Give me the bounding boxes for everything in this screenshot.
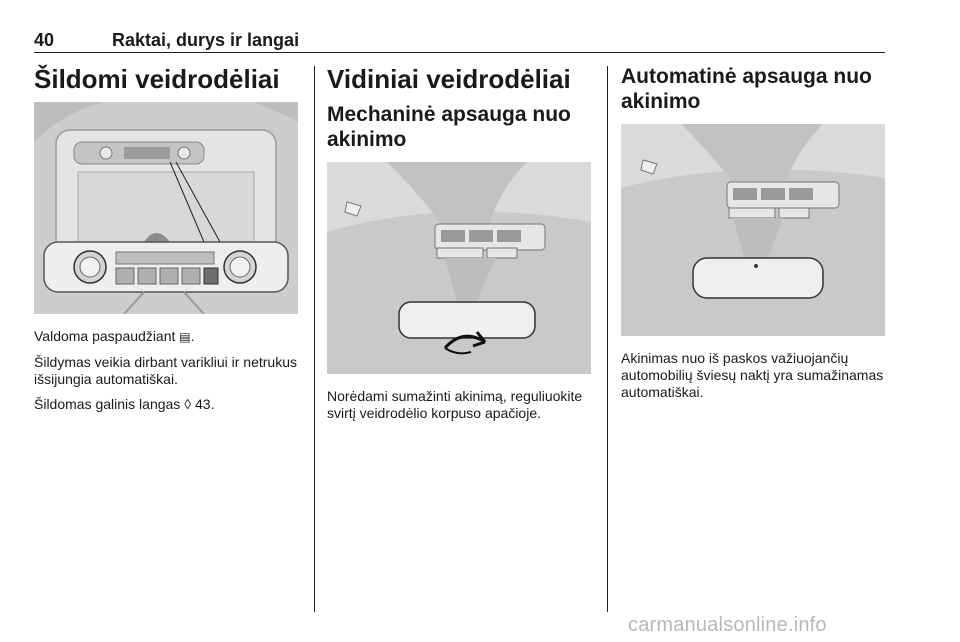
subsection-heading: Automatinė apsauga nuo akinimo (621, 65, 872, 113)
paragraph: Valdoma paspaudžiant ▤. (34, 328, 195, 344)
section-heading: Šildomi veidrodėliai (34, 64, 280, 94)
chapter-title: Raktai, durys ir langai (112, 30, 300, 50)
watermark: carmanualsonline.info (628, 614, 827, 636)
paragraph: Šildymas veikia dirbant varikliui ir netrukus išsijungia automatiškai. (34, 354, 297, 387)
climate-control-panel-illustration (34, 102, 298, 314)
subsection-heading: Mechaninė apsauga nuo akinimo (327, 103, 571, 151)
column-heated-mirrors (34, 62, 300, 421)
section-heading: Vidiniai veidrodėliai (327, 64, 571, 94)
column-automatic-anti-dazzle (621, 62, 889, 409)
paragraph: Šildomas galinis langas ◊ 43. (34, 396, 215, 412)
column-divider (314, 66, 315, 612)
page-header (34, 28, 885, 53)
cross-reference-icon: ◊ (184, 396, 192, 412)
paragraph: Norėdami sumažinti akinimą, reguliuokite svirtį veidrodėlio korpuso apačioje. (327, 388, 583, 421)
paragraph: Akinimas nuo iš paskos važiuojančių automobilių šviesų naktį yra sumažinamas automatiškai. (621, 350, 884, 400)
automatic-mirror-illustration (621, 124, 885, 336)
manual-mirror-illustration (327, 162, 591, 374)
page-reference[interactable]: 43. (195, 396, 215, 412)
column-divider (607, 66, 608, 612)
page-number: 40 (34, 30, 55, 50)
heated-rear-window-icon: ▤ (179, 330, 191, 344)
column-interior-mirrors (327, 62, 597, 430)
